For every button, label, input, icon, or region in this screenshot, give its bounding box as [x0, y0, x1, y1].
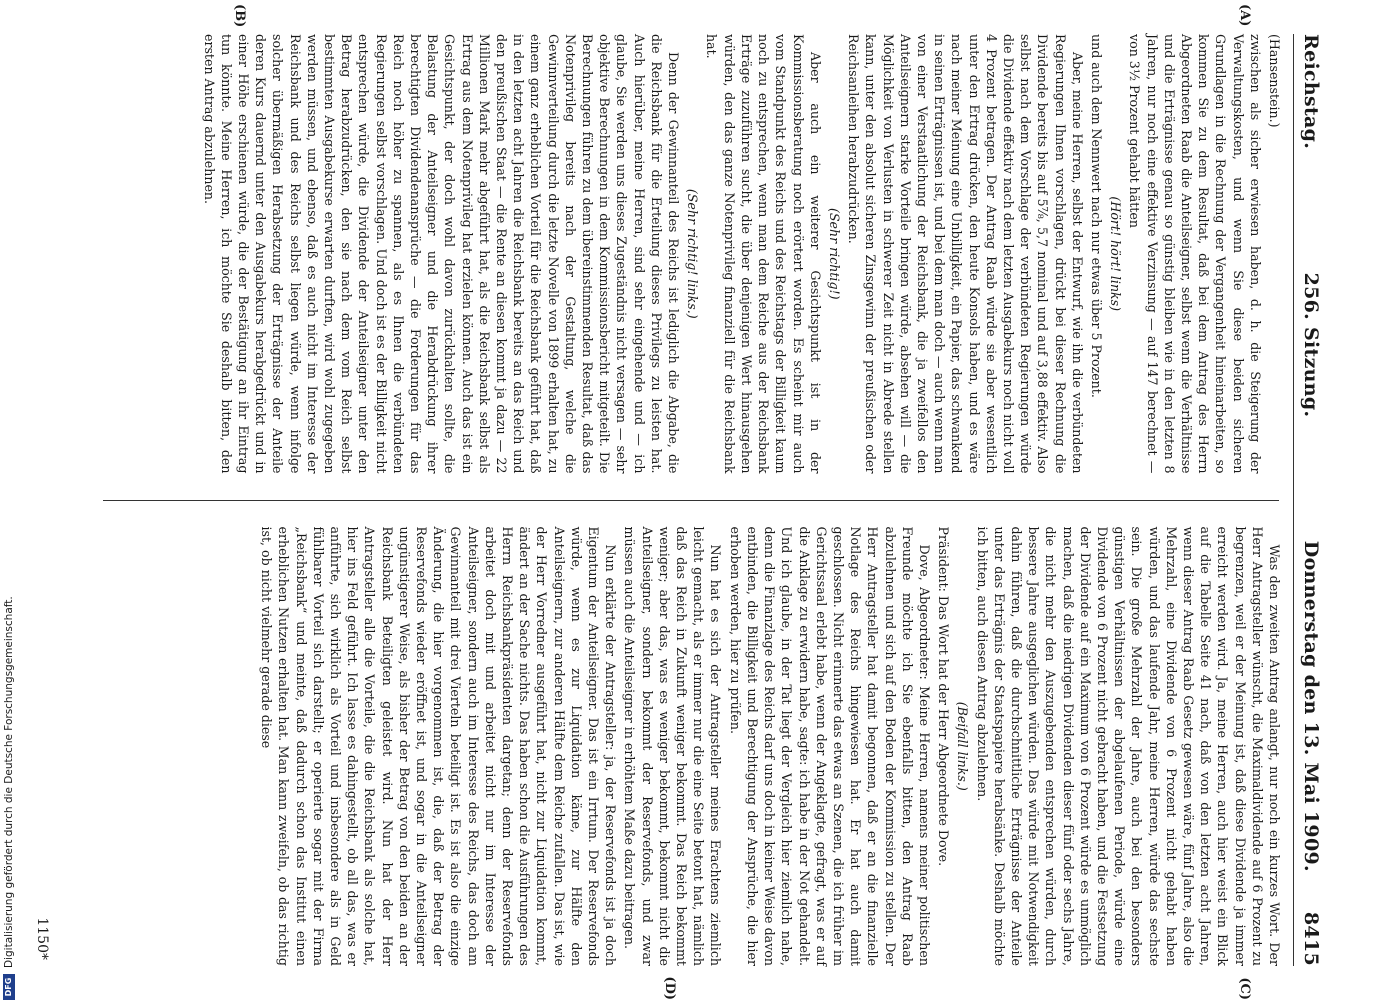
dfg-logo: DFG: [3, 974, 15, 1000]
paragraph: und auch dem Nennwert nach nur etwas über 5 Prozent.: [1088, 34, 1104, 398]
header-center: 256. Sitzung.: [1300, 272, 1322, 418]
margin-mark-c: (C): [1237, 977, 1252, 1000]
paragraph: Präsident: Das Wort hat der Herr Abgeordnete Dove.: [936, 526, 952, 867]
paragraph: zwischen als sicher erwiesen haben, d. h. die Steigerung der Verwaltungskosten, und wenn Sie diese beiden sicheren Grundlagen in die Rechnung der Vergangenheit hineinarbeiten, so kommen Sie zu dem Resultat, daß bei dem Antrag des Herrn Abgeordneten Raab die Anteilseigner, selbst wenn die Verhältnisse und die Erträgnisse genau so günstig bleiben wie in den letzten 8 Jahren, nur noch eine effektive Verzinsung — auf 147 berechnet — von 3½ Prozent gehabt hätten: [1127, 34, 1263, 474]
text-columns: [103, 4, 1283, 1000]
page-number: 8415: [1300, 911, 1322, 966]
margin-mark-d: (D): [662, 976, 677, 1000]
paragraph: (Hansenstein.): [1267, 34, 1282, 128]
interjection: (Beifall links.): [955, 701, 971, 791]
right-column: [103, 526, 1283, 1000]
paragraph: Dove, Abgeordneter: Meine Herren, namens meiner politischen Freunde möchte ich Sie ebenfalls bitten, den Antrag Raab abzulehnen und sich auf den Boden der Kommission zu stellen. Der Herr Antragsteller hat damit begonnen, daß er an die finanzielle Notlage des Reichs hingewiesen hat. Er hat auch damit geschlossen. Nicht erinnerte das etwas an Szenen, die ich früher im Gerichtssaal erlebt habe, wenn der Angeklagte, gefragt, was er auf die Anklage zu erwidern habe, sagte: ich habe in der Not gehandelt. Und ich glaube, in der Tat liegt der Vergleich hier ziemlich nahe, denn die Finanzlage des Reichs darf uns doch in keiner Weise davon entbinden, die Billigkeit und Berechtigung der Ansprüche, die hier erhoben werden, hier zu prüfen.: [727, 526, 932, 966]
paragraph: Aber, meine Herren, selbst der Entwurf, wie ihn die verbündeten Regierungen Ihnen vorschlagen, drückt bei dieser Rechnung die Dividende bereits bis auf 5⅞, 5,7 nominal und auf 3,88 effektiv. Also selbst nach dem Vorschlage der verbündeten Regierungen würde die Dividende effektiv nach dem letzten Ausgabekurs noch nicht voll 4 Prozent betragen. Der Antrag Raab würde sie aber wesentlich unter den Ertrag drücken, den heute Konsols haben, und es wäre nach meiner Meinung eine Unbilligkeit, ein Papier, das schwankend in seinen Erträgnissen ist, und bei dem man doch — auch wenn man von einer Verstaatlichung der Reichsbank, die ja zweifellos den Anteilseignern starke Vorteile bringen würde, absehen will — die Möglichkeit von Verlusten in schwerer Zeit nicht in Abrede stellen kann, unter den absolut sicheren Zinsgewinn der preußischen oder Reichsanleihen herabzudrücken.: [846, 34, 1085, 474]
paragraph: Nun hat es sich der Antragsteller meines Erachtens ziemlich leicht gemacht, als er immer nur die eine Seite betont hat, nämlich daß das Reich in Zukunft weniger bekommt. Das Reich bekommt weniger; aber das, was es weniger bekommt, bekommt nicht die Anteilseigner, sondern bekommt der Reservefonds, und zwar müssen auch die Anteilseigner in erhöhtem Maße dazu beitragen.: [622, 526, 724, 966]
margin-mark-a: (A): [1237, 4, 1252, 27]
column-divider: [103, 500, 1279, 501]
credit-text: Digitalisierung gefördert durch die Deutsche Forschungsgemeinschaft.: [3, 596, 15, 968]
header-left: Reichstag.: [1300, 34, 1322, 150]
margin-mark-b: (B): [232, 4, 247, 28]
digitization-credit: [3, 596, 15, 1000]
left-column: [103, 4, 1283, 474]
paragraph: Denn der Gewinnanteil des Reichs ist lediglich die Abgabe, die die Reichsbank für die Erteilung dieses Privilegs zu leisten hat. Auch hierüber, meine Herren, sind sehr eingehende und — ich glaube, Sie werden uns dieses Zugeständnis nicht versagen — sehr objektive Berechnungen in dem Kommissionsbericht mitgeteilt. Die Berechnungen führen zu dem übereinstimmenden Resultat, daß das Notenprivileg bereits nach der Gestaltung, welche die Gewinnverteilung durch die letzte Novelle von 1899 erhalten hat, zu einem ganz erheblichen Vorteil für die Reichsbank geführt hat, daß in den letzten acht Jahren die Reichsbank bereits an das Reich und den preußischen Staat — die Rente an diesen kommt ja dazu — 22 Millionen Mark mehr abgeführt hat, als die Reichsbank selbst als Ertrag aus dem Notenprivileg hat erzielen können. Auch das ist ein Gesichtspunkt, der doch wohl davon zurückhalten sollte, die Belastung der Anteilseigner und die Herabdrückung ihrer berechtigten Dividendenansprüche — die Forderungen für das Reich noch höher zu spannen, als es Ihnen die verbündeten Regierungen selbst vorschlagen. Und doch ist es der Billigkeit nicht entsprechen würde, die Dividende der Anteilseigner unter den Betrag herabzudrücken, den sie nach dem vom Reich selbst bestimmten Ausgabekurse erwarten durften, wird wohl zugegeben werden müssen, und ebenso, daß es auch nicht im Interesse der Reichsbank und des Reichs selbst liegen würde, wenn infolge solcher übermäßigen Herabsetzung der Erträgnisse der Anteile deren Kurs dauernd unter den Ausgabekurs herabgedrückt und in einer Höhe erschienen würde, die der Bestätigung an ihr Eintrag tun könnte. Meine Herren, ich möchte Sie deshalb bitten, den ersten Antrag abzulehnen.: [201, 34, 682, 474]
interjection: (Sehr richtig! links.): [685, 188, 701, 319]
sheet-number: 1150*: [34, 917, 50, 960]
header-right: Donnerstag den 13. Mai 1909.: [1300, 540, 1322, 872]
paragraph: Nun erklärte der Antragsteller: ja, der Reservefonds ist ja doch Eigentum der Anteilseigner. Das ist ein Irrtum. Der Reservefonds würde, wenn es zur Liquidation käme, zur Hälfte den Anteilseignern, zur anderen Hälfte dem Reiche zufallen. Das ist, wie der Herr Vorredner ausgeführt hat, nicht zur Liquidation kommt, ändert an der Sache nichts. Das haben schon die Ausführungen des Herrn Reichsbankpräsidenten dargetan; denn der Reservefonds arbeitet doch mit und arbeitet nicht nur im Interesse der Anteilseigner, sondern auch im Interesse des Reichs, das doch am Gewinnanteil mit drei Vierteln beteiligt ist. Es ist also die einzige Änderung, die hier vorgenommen ist, die, daß der Betrag der Reservefonds wieder eröffnet ist, und sogar in die Anteilseigner ungünstigerer Weise, als bisher der Betrag von den beiden an der Reichsbank Beteiligten geleistet wird. Nun hat der Herr Antragsteller alle die Vorteile, die die Reichsbank als solche hat, hier ins Feld geführt. Ich lasse es dahingestellt, ob all das, was er anführte, sich wirklich als Vorteil und insbesondere als in Geld fühlbarer Vorteil sich darstellt; er operierte sogar mit der Firma „Reichsbank“ und meinte, daß dadurch schon das Institut einen erheblichen Nutzen erhalten hat. Man kann zweifeln, ob das richtig ist, ob nicht vielmehr gerade diese: [259, 526, 619, 966]
interjection: (Sehr richtig!): [826, 208, 842, 300]
paragraph: Was den zweiten Antrag anlangt, nur noch ein kurzes Wort. Der Herr Antragsteller wünscht, die Maximaldividende auf 6 Prozent zu begrenzen, weil er der Meinung ist, daß diese Dividende ja immer erreicht werden wird. Ja, meine Herren, auch hier weist ein Blick auf die Tabelle Seite 41 nach, daß von den letzten acht Jahren, wenn dieser Antrag Raab Gesetz gewesen wäre, fünf Jahre, also die Mehrzahl, eine Dividende von 6 Prozent nicht gehabt haben würden, und das laufende Jahr, meine Herren, würde das sechste sein. Die große Mehrzahl der Jahre, auch bei den besonders günstigen Verhältnissen der abgelaufenen Periode, würde eine Dividende von 6 Prozent nicht gebracht haben, und die Festsetzung der Dividende auf ein Maximum von 6 Prozent würde es unmöglich machen, daß die niedrigen Dividenden dieser fünf oder sechs Jahre, die nicht mehr den Auszugebenden entsprechen würden, durch bessere Jahre ausgeglichen würden. Das würde mit Notwendigkeit dahin führen, daß die durchschnittliche Erträgnisse der Anteile unter das Erträgnis der Staatspapiere herabsänke. Deshalb möchte ich bitten, auch diesen Antrag abzulehnen.: [974, 526, 1282, 966]
running-head: [1293, 34, 1322, 966]
interjection: (Hört! hört! links): [1108, 196, 1124, 312]
paragraph: Aber auch ein weiterer Gesichtspunkt ist in der Kommissionsberatung noch erörtert worden. Es scheint mir auch vom Standpunkt des Reichs und des Reichstags der Billigkeit kaum noch zu entsprechen, wenn man dem Reiche aus der Reichsbank Erträge zuzuführen sucht, die über denjenigen Wert hinausgehen würden, den das ganze Notenprivileg finanziell für die Reichsbank hat.: [704, 34, 823, 474]
